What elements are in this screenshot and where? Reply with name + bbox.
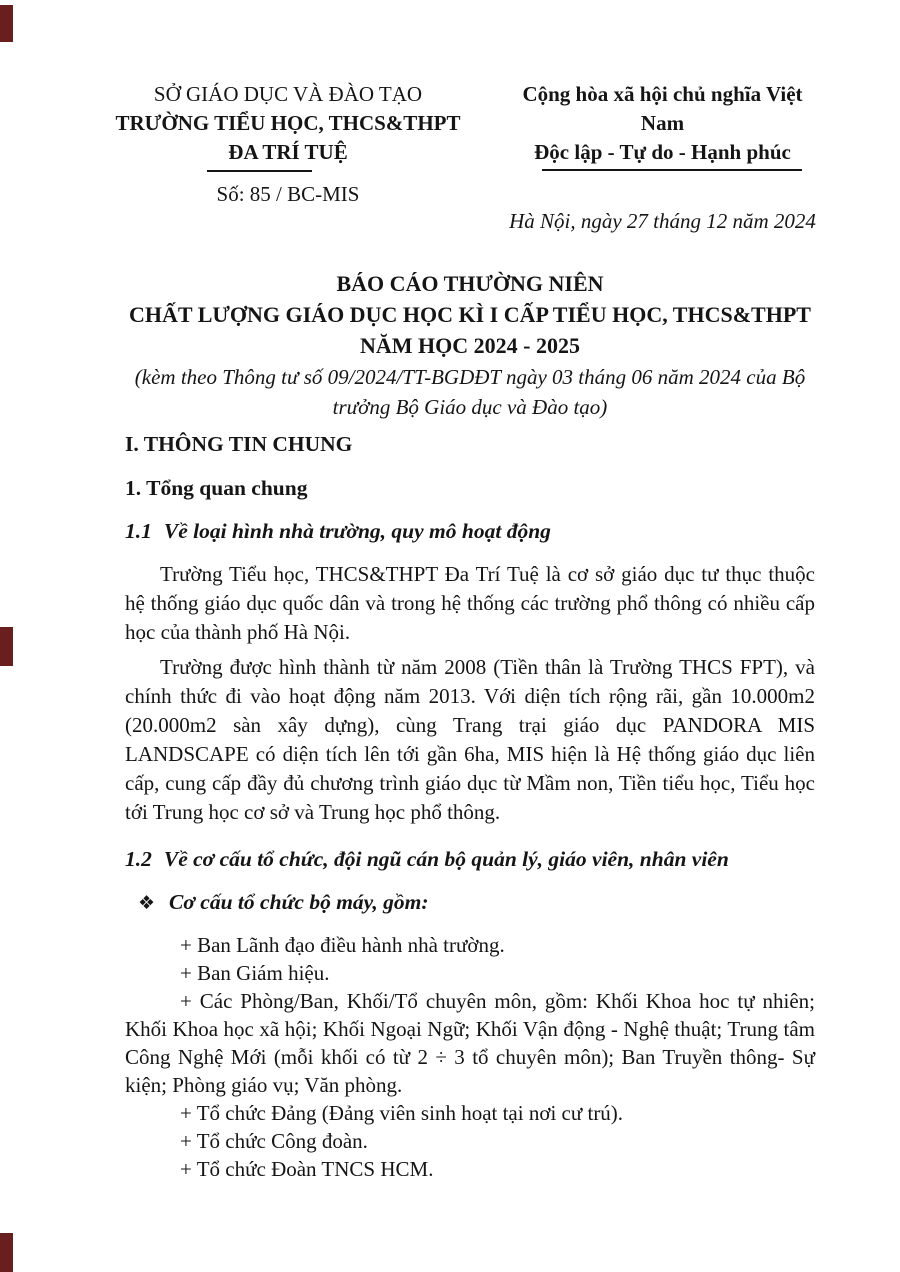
republic-title: Cộng hòa xã hội chủ nghĩa Việt Nam [522, 82, 803, 135]
list-item: + Tổ chức Đảng (Đảng viên sinh hoạt tại nơi cư trú). [180, 1101, 624, 1125]
report-subtitle: (kèm theo Thông tư số 09/2024/TT-BGDĐT ngày 03 tháng 06 năm 2024 của Bộ trưởng Bộ Giáo dục và Đào tạo) [134, 365, 806, 419]
school-name-line2: ĐA TRÍ TUỆ [228, 140, 348, 164]
diamond-bullet-icon: ❖ [138, 892, 156, 914]
page-edge-mark-bottom [0, 1233, 13, 1272]
bullet-heading-label: Cơ cấu tổ chức bộ máy, gồm: [169, 890, 429, 914]
page-edge-mark-middle [0, 627, 13, 666]
page-edge-mark-top [0, 5, 13, 42]
heading-label: Về cơ cấu tổ chức, đội ngũ cán bộ quản lý, giáo viên, nhân viên [163, 847, 729, 871]
national-motto-block [505, 80, 820, 236]
heading-label: Về loại hình nhà trường, quy mô hoạt động [163, 519, 551, 543]
issuing-org-block [113, 80, 463, 209]
motto-line: Độc lập - Tự do - Hạnh phúc [534, 140, 791, 164]
heading-number: 1.2 [125, 847, 152, 871]
org-parent-name: SỞ GIÁO DỤC VÀ ĐÀO TẠO [153, 82, 423, 106]
subsection-heading-1: 1. Tổng quan chung [125, 476, 308, 500]
report-title-line2: CHẤT LƯỢNG GIÁO DỤC HỌC KÌ I CẤP TIỂU HỌC, THCS&THPT [129, 302, 811, 327]
list-item: + Các Phòng/Ban, Khối/Tổ chuyên môn, gồm: Khối Khoa hoc tự nhiên; Khối Khoa học xã hội; Khối Ngoại Ngữ; Khối Vận động - Nghệ thuật; Trung tâm Công Nghệ Mới (mỗi khối có từ 2 ÷ 3 tổ chuyên môn); Ban Truyền thông- Sự kiện; Phòng giáo vụ; Văn phòng. [125, 989, 815, 1097]
list-item: + Ban Giám hiệu. [180, 961, 330, 985]
school-name-line1: TRƯỜNG TIỂU HỌC, THCS&THPT [115, 111, 461, 135]
header-right-divider [542, 169, 802, 171]
document-number: Số: 85 / BC-MIS [216, 182, 360, 206]
report-title-line3: NĂM HỌC 2024 - 2025 [360, 333, 580, 358]
subsection-heading-1-2 [125, 845, 815, 874]
section-heading-1: I. THÔNG TIN CHUNG [125, 432, 353, 456]
place-date-line: Hà Nội, ngày 27 tháng 12 năm 2024 [509, 209, 816, 233]
list-item: + Ban Lãnh đạo điều hành nhà trường. [180, 933, 505, 957]
list-item: + Tổ chức Đoàn TNCS HCM. [180, 1157, 434, 1181]
subsection-heading-1-1 [125, 517, 815, 546]
list-item: + Tổ chức Công đoàn. [180, 1129, 368, 1153]
paragraph: Trường được hình thành từ năm 2008 (Tiền thân là Trường THCS FPT), và chính thức đi vào hoạt động năm 2013. Với diện tích rộng rãi, gần 10.000m2 (20.000m2 sàn xây dựng), cùng Trang trại giáo dục PANDORA MIS LANDSCAPE có diện tích lên tới gần 6ha, MIS hiện là Hệ thống giáo dục liên cấp, cung cấp đầy đủ chương trình giáo dục từ Mầm non, Tiền tiểu học, Tiểu học tới Trung học cơ sở và Trung học phổ thông. [125, 655, 815, 824]
report-title-line1: BÁO CÁO THƯỜNG NIÊN [336, 271, 604, 296]
header-left-divider [207, 170, 312, 172]
heading-number: 1.1 [125, 519, 152, 543]
paragraph: Trường Tiểu học, THCS&THPT Đa Trí Tuệ là cơ sở giáo dục tư thục thuộc hệ thống giáo dục quốc dân và trong hệ thống các trường phổ thông có nhiều cấp học của thành phố Hà Nội. [125, 562, 815, 644]
bullet-heading [125, 888, 815, 918]
